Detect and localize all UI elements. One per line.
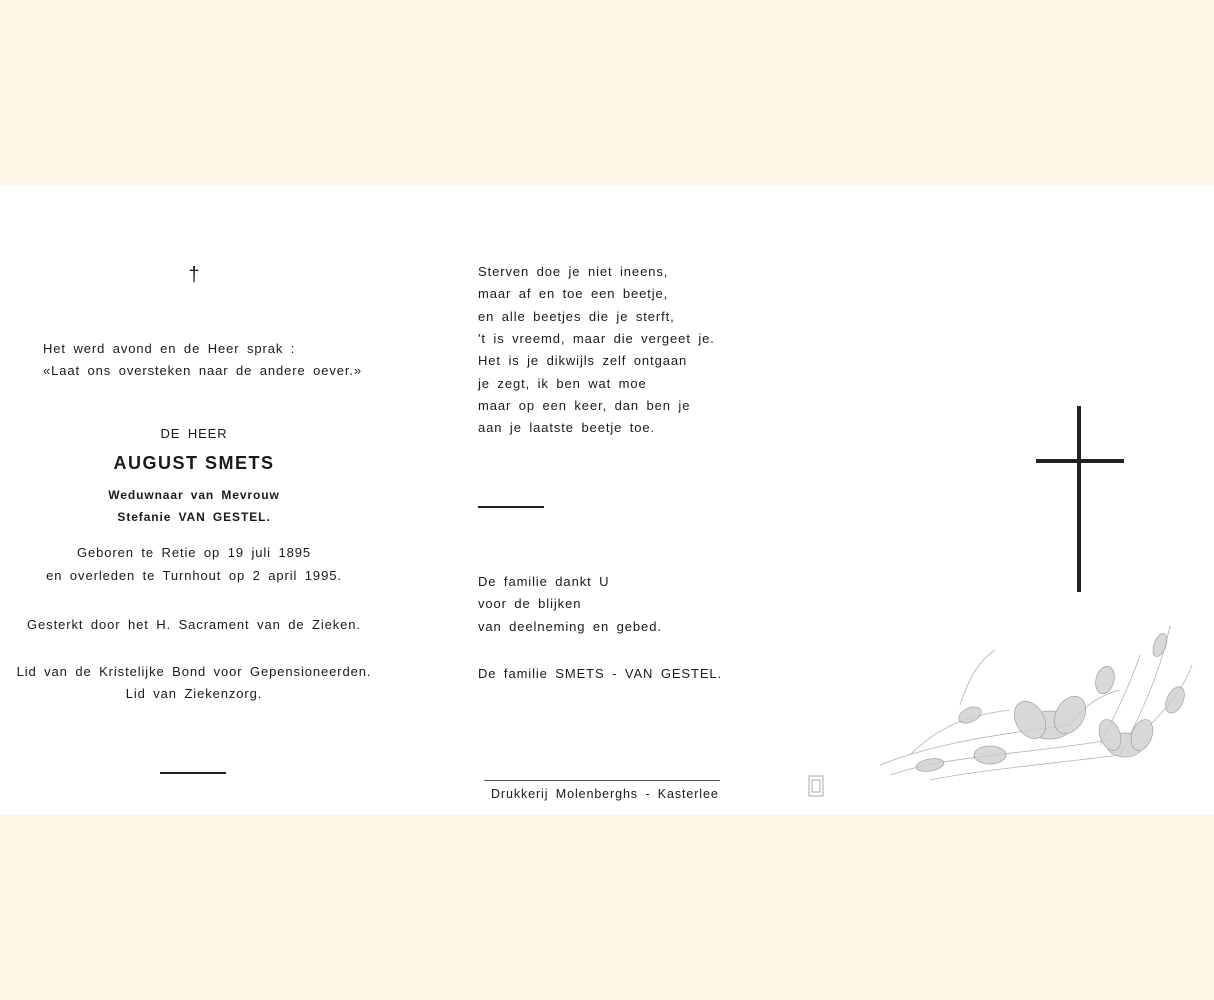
deceased-name: AUGUST SMETS <box>113 453 275 473</box>
family-signature: De familie SMETS - VAN GESTEL. <box>478 666 723 681</box>
poem-line: je zegt, ik ben wat moe <box>478 375 647 391</box>
died-line: en overleden te Turnhout op 2 april 1995. <box>46 568 342 583</box>
thanks-line-3: van deelneming en gebed. <box>478 619 662 634</box>
floral-sketch-icon <box>870 605 1200 805</box>
middle-divider <box>478 506 544 508</box>
thanks-line-1: De familie dankt U <box>478 574 610 589</box>
quote-line-1: Het werd avond en de Heer sprak : <box>43 341 296 356</box>
sacrament-line: Gesterkt door het H. Sacrament van de Zieken. <box>27 617 361 632</box>
printer-logo-icon <box>808 775 824 802</box>
poem-line: maar op een keer, dan ben je <box>478 397 691 413</box>
printer-rule <box>484 780 720 781</box>
title-de-heer: DE HEER <box>160 426 228 441</box>
poem-line: Sterven doe je niet ineens, <box>478 264 669 279</box>
poem-line: en alle beetjes die je sterft, <box>478 308 675 324</box>
quote-line-2: «Laat ons oversteken naar de andere oever.» <box>43 363 363 378</box>
poem-line: aan je laatste beetje toe. <box>478 420 656 436</box>
widower-line-1: Weduwnaar van Mevrouw <box>108 488 280 502</box>
memorial-card <box>0 185 1214 815</box>
widower-line-2: Stefanie VAN GESTEL. <box>117 510 271 524</box>
membership-line-1: Lid van de Kristelijke Bond voor Gepensioneerden. <box>16 664 372 679</box>
poem-line: Het is je dikwijls zelf ontgaan <box>478 353 688 369</box>
printer-credit: Drukkerij Molenberghs - Kasterlee <box>491 787 719 801</box>
thanks-line-2: voor de blijken <box>478 596 582 611</box>
left-divider <box>160 772 226 774</box>
poem-line: 't is vreemd, maar die vergeet je. <box>478 330 715 346</box>
membership-line-2: Lid van Ziekenzorg. <box>125 686 263 701</box>
born-line: Geboren te Retie op 19 juli 1895 <box>77 545 311 560</box>
poem-line: maar af en toe een beetje, <box>478 286 669 302</box>
small-cross-icon: † <box>188 264 200 286</box>
large-cross-icon <box>1030 403 1130 595</box>
